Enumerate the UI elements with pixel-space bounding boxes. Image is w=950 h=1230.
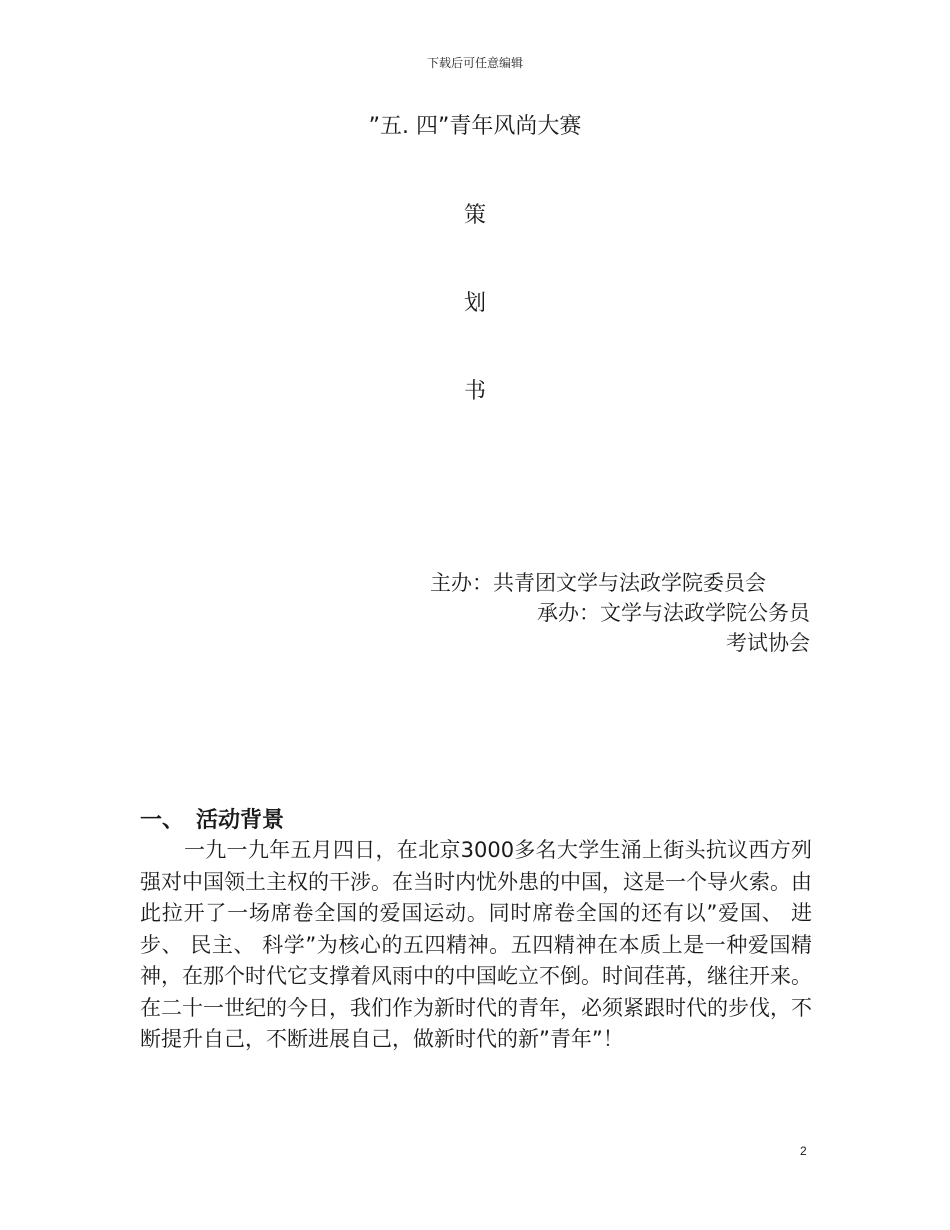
document-title: ”五. 四”青年风尚大赛 [368, 114, 582, 139]
header-note: 下载后可任意编辑 [426, 56, 523, 70]
co-host-organizer-cont: 考试协会 [726, 631, 810, 655]
title-char-ce: 策 [463, 203, 486, 228]
section-number: 一、 [140, 808, 185, 833]
background-paragraph: 一九一九年五月四日，在北京3000多名大学生涌上街头抗议西方列强对中国领土主权的干涉。在当时内忧外患的中国，这是一个导火索。由此拉开了一场席卷全国的爱国运动。同时席卷全国的还有以”爱国、 进步、 民主、 科学”为核心的五四精神。五四精神在本质上是一种爱国精神，在那个时代它支撑着风雨中的中国屹立不倒。时间荏苒，继往开来。在二十一世纪的今日，我们作为新时代的青年，必须紧跟时代的步伐，不断提升自己，不断进展自己，做新时代的新”青年”！ [140, 838, 812, 1051]
title-char-shu: 书 [463, 379, 486, 404]
section-heading [140, 803, 284, 834]
title-char-hua: 划 [463, 291, 486, 316]
host-organizer: 主办：共青团文学与法政学院委员会 [430, 571, 766, 595]
page-number: 2 [800, 1144, 807, 1158]
section-title: 活动背景 [196, 808, 285, 833]
organizer-block [430, 568, 810, 658]
co-host-organizer: 承办：文学与法政学院公务员 [537, 601, 810, 625]
